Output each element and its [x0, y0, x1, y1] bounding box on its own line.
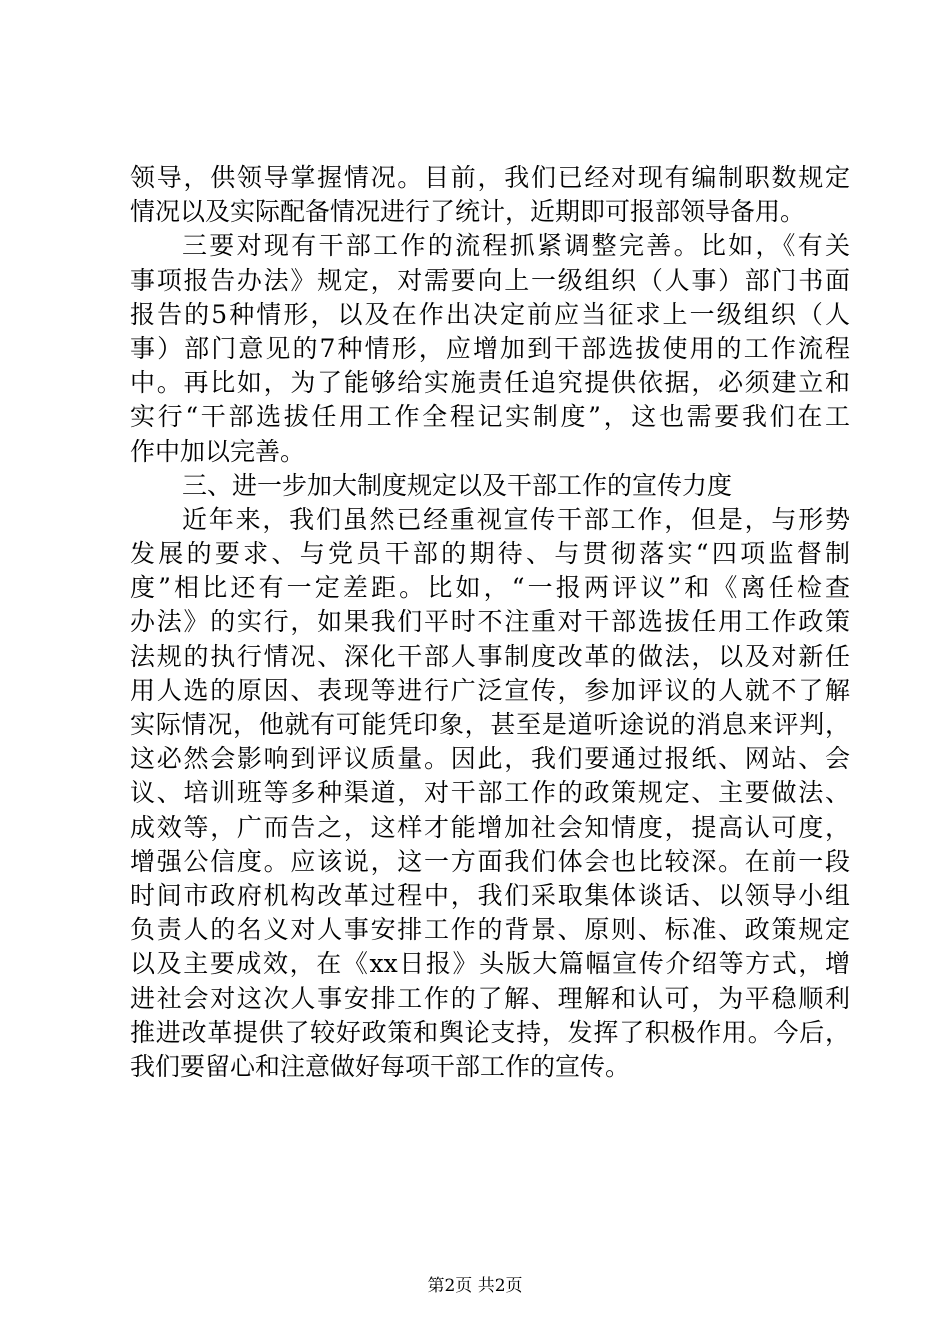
text-line: 三、进一步加大制度规定以及干部工作的宣传力度 [182, 470, 733, 500]
page-number-footer: 第2页 共2页 [427, 1276, 523, 1296]
text-line: 报告的5种情形，以及在作出决定前应当征求上一级组织（人 [130, 299, 850, 329]
text-line: 三要对现有干部工作的流程抓紧调整完善。比如，《有关 [182, 231, 850, 261]
text-line: 以及主要成效，在《xx日报》头版大篇幅宣传介绍等方式，增 [130, 949, 850, 979]
document-body [130, 161, 850, 1084]
paragraph [130, 161, 850, 229]
text-line: 用人选的原因、表现等进行广泛宣传，参加评议的人就不了解 [130, 675, 850, 705]
text-line: 情况以及实际配备情况进行了统计，近期即可报部领导备用。 [130, 197, 806, 227]
text-line: 发展的要求、与党员干部的期待、与贯彻落实“四项监督制 [130, 539, 850, 569]
text-line: 度”相比还有一定差距。比如，“一报两评议”和《离任检查 [130, 573, 850, 603]
text-line: 我们要留心和注意做好每项干部工作的宣传。 [130, 1051, 631, 1081]
text-line: 办法》的实行，如果我们平时不注重对干部选拔任用工作政策 [130, 607, 850, 637]
paragraph [130, 229, 850, 468]
text-line: 这必然会影响到评议质量。因此，我们要通过报纸、网站、会 [130, 744, 850, 774]
text-line: 实际情况，他就有可能凭印象，甚至是道听途说的消息来评判， [130, 710, 850, 739]
text-line: 实行“干部选拔任用工作全程记实制度”，这也需要我们在工 [130, 402, 850, 432]
text-line: 作中加以完善。 [130, 436, 306, 466]
paragraph [130, 503, 850, 1084]
text-line: 近年来，我们虽然已经重视宣传干部工作，但是，与形势 [182, 504, 850, 534]
text-line: 负责人的名义对人事安排工作的背景、原则、标准、政策规定 [130, 915, 850, 945]
text-line: 时间市政府机构改革过程中，我们采取集体谈话、以领导小组 [130, 880, 850, 910]
text-line: 成效等，广而告之，这样才能增加社会知情度，提高认可度， [130, 812, 850, 842]
text-line: 增强公信度。应该说，这一方面我们体会也比较深。在前一段 [130, 846, 850, 876]
text-line: 事）部门意见的7种情形，应增加到干部选拔使用的工作流程 [130, 333, 850, 363]
paragraph [130, 469, 850, 503]
text-line: 事项报告办法》规定，对需要向上一级组织（人事）部门书面 [130, 265, 850, 295]
text-line: 法规的执行情况、深化干部人事制度改革的做法，以及对新任 [130, 641, 850, 671]
text-line: 议、培训班等多种渠道，对干部工作的政策规定、主要做法、 [130, 778, 850, 808]
text-line: 进社会对这次人事安排工作的了解、理解和认可，为平稳顺利 [130, 983, 850, 1013]
text-line: 领导，供领导掌握情况。目前，我们已经对现有编制职数规定 [130, 163, 850, 192]
text-line: 中。再比如，为了能够给实施责任追究提供依据，必须建立和 [130, 368, 850, 398]
text-line: 推进改革提供了较好政策和舆论支持，发挥了积极作用。今后， [130, 1017, 850, 1047]
